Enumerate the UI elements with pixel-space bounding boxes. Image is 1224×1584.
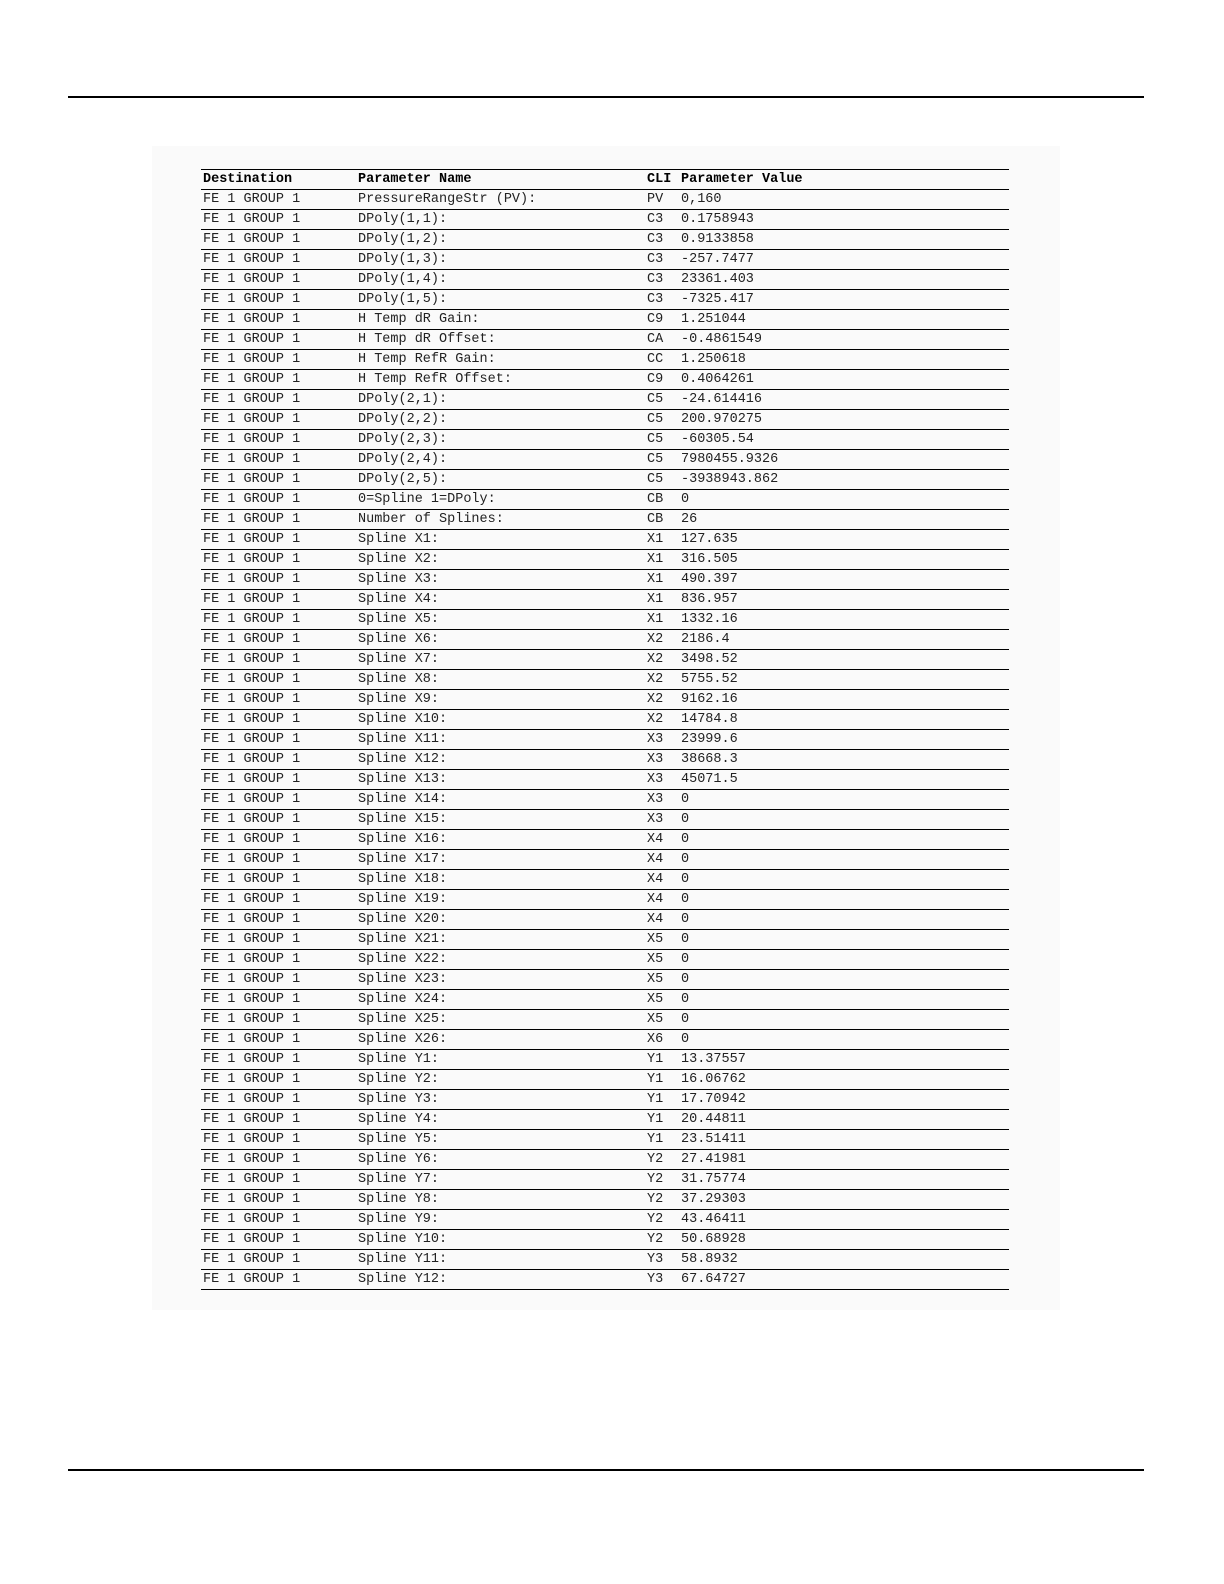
cell-cli: X4 [647,892,664,907]
cell-destination: FE 1 GROUP 1 [203,192,301,207]
table-row [201,430,1009,450]
cell-parameter-name: DPoly(2,1): [358,392,448,407]
table-row [201,1210,1009,1230]
cell-destination: FE 1 GROUP 1 [203,372,301,387]
cell-destination: FE 1 GROUP 1 [203,812,301,827]
cell-parameter-value: 0.9133858 [681,232,754,247]
table-row [201,1190,1009,1210]
cell-parameter-value: 37.29303 [681,1192,746,1207]
header-rule [68,96,1144,98]
table-row [201,830,1009,850]
cell-parameter-value: 17.70942 [681,1092,746,1107]
cell-destination: FE 1 GROUP 1 [203,752,301,767]
table-row [201,570,1009,590]
table-row [201,790,1009,810]
cell-destination: FE 1 GROUP 1 [203,232,301,247]
cell-parameter-value: 3498.52 [681,652,738,667]
cell-destination: FE 1 GROUP 1 [203,452,301,467]
cell-destination: FE 1 GROUP 1 [203,992,301,1007]
cell-parameter-name: H Temp dR Gain: [358,312,480,327]
cell-cli: X4 [647,832,664,847]
table-row [201,1270,1009,1290]
table-row [201,350,1009,370]
table-row [201,230,1009,250]
table-row [201,990,1009,1010]
cell-destination: FE 1 GROUP 1 [203,652,301,667]
cell-parameter-value: -7325.417 [681,292,754,307]
cell-destination: FE 1 GROUP 1 [203,952,301,967]
cell-cli: X1 [647,572,664,587]
cell-cli: CC [647,352,664,367]
cell-destination: FE 1 GROUP 1 [203,612,301,627]
cell-cli: Y1 [647,1052,664,1067]
cell-parameter-name: Spline X23: [358,972,448,987]
table-row [201,190,1009,210]
table-body [201,190,1009,1290]
table-row [201,610,1009,630]
cell-parameter-value: 7980455.9326 [681,452,779,467]
cell-cli: C3 [647,272,664,287]
cell-parameter-value: 23999.6 [681,732,738,747]
cell-parameter-name: Spline X10: [358,712,448,727]
cell-destination: FE 1 GROUP 1 [203,432,301,447]
cell-destination: FE 1 GROUP 1 [203,1132,301,1147]
table-row [201,730,1009,750]
cell-cli: X4 [647,912,664,927]
cell-parameter-name: Number of Splines: [358,512,504,527]
cell-parameter-name: 0=Spline 1=DPoly: [358,492,496,507]
cell-parameter-value: 45071.5 [681,772,738,787]
cell-cli: C3 [647,252,664,267]
table-row [201,490,1009,510]
table-row [201,1070,1009,1090]
table-row [201,450,1009,470]
cell-parameter-name: Spline X14: [358,792,448,807]
column-header-parameter-value: Parameter Value [681,172,803,187]
cell-parameter-value: 0 [681,992,690,1007]
cell-cli: X5 [647,932,664,947]
cell-cli: X1 [647,532,664,547]
table-row [201,470,1009,490]
cell-destination: FE 1 GROUP 1 [203,912,301,927]
cell-parameter-name: Spline Y11: [358,1252,448,1267]
cell-parameter-value: 58.8932 [681,1252,738,1267]
table-row [201,290,1009,310]
table-row [201,1010,1009,1030]
table-row [201,750,1009,770]
cell-parameter-value: 1.250618 [681,352,746,367]
cell-parameter-value: 1332.16 [681,612,738,627]
cell-cli: Y2 [647,1212,664,1227]
cell-parameter-value: -24.614416 [681,392,763,407]
table-row [201,510,1009,530]
cell-parameter-value: -0.4861549 [681,332,763,347]
cell-parameter-value: 0 [681,912,690,927]
cell-cli: C3 [647,232,664,247]
cell-destination: FE 1 GROUP 1 [203,1152,301,1167]
cell-parameter-name: Spline X11: [358,732,448,747]
cell-parameter-name: Spline X4: [358,592,440,607]
table-row [201,1110,1009,1130]
cell-parameter-value: 31.75774 [681,1172,746,1187]
cell-parameter-value: 0.4064261 [681,372,754,387]
cell-parameter-name: Spline Y9: [358,1212,440,1227]
cell-cli: Y2 [647,1232,664,1247]
cell-parameter-name: DPoly(1,5): [358,292,448,307]
cell-parameter-value: 5755.52 [681,672,738,687]
cell-parameter-value: 316.505 [681,552,738,567]
cell-destination: FE 1 GROUP 1 [203,472,301,487]
cell-destination: FE 1 GROUP 1 [203,672,301,687]
cell-destination: FE 1 GROUP 1 [203,1032,301,1047]
cell-parameter-value: 0 [681,492,690,507]
table-row [201,630,1009,650]
cell-destination: FE 1 GROUP 1 [203,1272,301,1287]
cell-cli: C9 [647,372,664,387]
cell-cli: C5 [647,452,664,467]
table-row [201,1090,1009,1110]
cell-parameter-name: Spline Y4: [358,1112,440,1127]
cell-destination: FE 1 GROUP 1 [203,772,301,787]
cell-parameter-name: DPoly(1,2): [358,232,448,247]
table-row [201,850,1009,870]
cell-parameter-name: Spline Y5: [358,1132,440,1147]
table-row [201,1050,1009,1070]
table-row [201,1130,1009,1150]
column-header-cli: CLI [647,172,672,187]
cell-parameter-value: -257.7477 [681,252,754,267]
cell-cli: X3 [647,792,664,807]
cell-parameter-value: 836.957 [681,592,738,607]
cell-parameter-value: 0 [681,872,690,887]
cell-parameter-name: Spline X26: [358,1032,448,1047]
cell-destination: FE 1 GROUP 1 [203,1212,301,1227]
cell-cli: C5 [647,472,664,487]
cell-cli: CB [647,492,664,507]
cell-parameter-value: 0 [681,932,690,947]
cell-cli: CB [647,512,664,527]
table-row [201,530,1009,550]
cell-cli: X2 [647,632,664,647]
cell-parameter-name: Spline Y10: [358,1232,448,1247]
cell-destination: FE 1 GROUP 1 [203,1052,301,1067]
cell-cli: X5 [647,972,664,987]
table-row [201,910,1009,930]
table-row [201,1030,1009,1050]
cell-parameter-value: 67.64727 [681,1272,746,1287]
cell-parameter-name: Spline X8: [358,672,440,687]
cell-parameter-name: Spline X12: [358,752,448,767]
cell-cli: C3 [647,212,664,227]
cell-cli: Y2 [647,1172,664,1187]
cell-parameter-name: PressureRangeStr (PV): [358,192,537,207]
cell-destination: FE 1 GROUP 1 [203,512,301,527]
column-header-destination: Destination [203,172,293,187]
cell-parameter-value: 38668.3 [681,752,738,767]
cell-cli: Y3 [647,1272,664,1287]
cell-parameter-value: 0 [681,1032,690,1047]
cell-parameter-value: 0 [681,812,690,827]
cell-parameter-name: Spline X20: [358,912,448,927]
cell-parameter-value: 0 [681,892,690,907]
cell-parameter-name: Spline X1: [358,532,440,547]
parameter-table [201,169,1009,1290]
cell-parameter-name: DPoly(1,3): [358,252,448,267]
table-row [201,690,1009,710]
cell-parameter-value: 0 [681,952,690,967]
cell-destination: FE 1 GROUP 1 [203,592,301,607]
cell-destination: FE 1 GROUP 1 [203,1232,301,1247]
cell-parameter-name: Spline X2: [358,552,440,567]
cell-parameter-name: Spline Y8: [358,1192,440,1207]
cell-cli: CA [647,332,664,347]
cell-cli: Y1 [647,1072,664,1087]
cell-parameter-name: Spline X16: [358,832,448,847]
cell-parameter-name: Spline X15: [358,812,448,827]
cell-parameter-name: H Temp dR Offset: [358,332,496,347]
cell-parameter-value: -60305.54 [681,432,754,447]
cell-parameter-name: Spline X7: [358,652,440,667]
cell-parameter-value: 490.397 [681,572,738,587]
cell-cli: X2 [647,652,664,667]
cell-parameter-value: 9162.16 [681,692,738,707]
table-row [201,770,1009,790]
cell-destination: FE 1 GROUP 1 [203,1092,301,1107]
cell-destination: FE 1 GROUP 1 [203,252,301,267]
cell-cli: X1 [647,552,664,567]
table-row [201,1230,1009,1250]
table-row [201,270,1009,290]
cell-destination: FE 1 GROUP 1 [203,792,301,807]
cell-parameter-name: Spline X19: [358,892,448,907]
cell-destination: FE 1 GROUP 1 [203,632,301,647]
cell-parameter-value: 50.68928 [681,1232,746,1247]
cell-parameter-name: Spline Y7: [358,1172,440,1187]
cell-parameter-name: Spline X25: [358,1012,448,1027]
cell-destination: FE 1 GROUP 1 [203,272,301,287]
cell-cli: Y3 [647,1252,664,1267]
cell-cli: Y2 [647,1192,664,1207]
cell-destination: FE 1 GROUP 1 [203,972,301,987]
cell-destination: FE 1 GROUP 1 [203,692,301,707]
cell-cli: X2 [647,672,664,687]
cell-cli: X6 [647,1032,664,1047]
cell-parameter-name: DPoly(1,1): [358,212,448,227]
cell-parameter-value: 23361.403 [681,272,754,287]
table-row [201,410,1009,430]
cell-cli: C5 [647,392,664,407]
cell-cli: Y1 [647,1132,664,1147]
cell-parameter-value: 0.1758943 [681,212,754,227]
cell-parameter-value: -3938943.862 [681,472,779,487]
cell-cli: X2 [647,712,664,727]
cell-parameter-name: Spline X13: [358,772,448,787]
footer-rule [68,1469,1144,1471]
cell-parameter-value: 200.970275 [681,412,763,427]
cell-parameter-name: Spline X22: [358,952,448,967]
cell-parameter-value: 20.44811 [681,1112,746,1127]
cell-parameter-name: Spline X24: [358,992,448,1007]
cell-parameter-name: Spline X21: [358,932,448,947]
cell-parameter-name: Spline X9: [358,692,440,707]
cell-parameter-value: 27.41981 [681,1152,746,1167]
cell-destination: FE 1 GROUP 1 [203,312,301,327]
cell-destination: FE 1 GROUP 1 [203,1072,301,1087]
cell-cli: C5 [647,432,664,447]
cell-parameter-value: 16.06762 [681,1072,746,1087]
cell-parameter-name: Spline X5: [358,612,440,627]
cell-parameter-value: 26 [681,512,698,527]
cell-parameter-value: 23.51411 [681,1132,746,1147]
cell-parameter-name: Spline X6: [358,632,440,647]
cell-destination: FE 1 GROUP 1 [203,532,301,547]
cell-cli: Y1 [647,1092,664,1107]
cell-parameter-name: H Temp RefR Gain: [358,352,496,367]
cell-cli: X3 [647,732,664,747]
cell-destination: FE 1 GROUP 1 [203,872,301,887]
table-row [201,950,1009,970]
cell-parameter-value: 0 [681,852,690,867]
cell-parameter-value: 0,160 [681,192,722,207]
table-row [201,1150,1009,1170]
cell-cli: Y2 [647,1152,664,1167]
column-header-parameter-name: Parameter Name [358,172,472,187]
table-row [201,930,1009,950]
cell-parameter-name: DPoly(2,4): [358,452,448,467]
table-row [201,550,1009,570]
cell-destination: FE 1 GROUP 1 [203,852,301,867]
cell-cli: C9 [647,312,664,327]
table-row [201,670,1009,690]
cell-cli: PV [647,192,664,207]
cell-parameter-value: 0 [681,972,690,987]
cell-cli: X5 [647,992,664,1007]
cell-parameter-value: 2186.4 [681,632,730,647]
table-row [201,650,1009,670]
cell-destination: FE 1 GROUP 1 [203,932,301,947]
cell-parameter-name: Spline Y6: [358,1152,440,1167]
cell-parameter-value: 0 [681,832,690,847]
cell-parameter-name: Spline X18: [358,872,448,887]
cell-destination: FE 1 GROUP 1 [203,412,301,427]
cell-destination: FE 1 GROUP 1 [203,1172,301,1187]
table-row [201,870,1009,890]
cell-parameter-name: DPoly(2,3): [358,432,448,447]
table-row [201,590,1009,610]
table-row [201,390,1009,410]
cell-cli: X5 [647,952,664,967]
cell-parameter-value: 14784.8 [681,712,738,727]
cell-parameter-name: Spline X17: [358,852,448,867]
cell-cli: X2 [647,692,664,707]
cell-destination: FE 1 GROUP 1 [203,832,301,847]
cell-cli: X4 [647,872,664,887]
cell-cli: X1 [647,592,664,607]
cell-parameter-name: Spline X3: [358,572,440,587]
cell-destination: FE 1 GROUP 1 [203,332,301,347]
cell-cli: C5 [647,412,664,427]
cell-destination: FE 1 GROUP 1 [203,1112,301,1127]
cell-cli: X3 [647,812,664,827]
cell-parameter-value: 0 [681,1012,690,1027]
cell-destination: FE 1 GROUP 1 [203,712,301,727]
cell-destination: FE 1 GROUP 1 [203,892,301,907]
cell-cli: X4 [647,852,664,867]
table-row [201,970,1009,990]
cell-cli: C3 [647,292,664,307]
cell-destination: FE 1 GROUP 1 [203,1012,301,1027]
cell-destination: FE 1 GROUP 1 [203,292,301,307]
cell-parameter-name: Spline Y2: [358,1072,440,1087]
cell-destination: FE 1 GROUP 1 [203,1192,301,1207]
cell-parameter-name: Spline Y1: [358,1052,440,1067]
cell-parameter-name: DPoly(2,5): [358,472,448,487]
table-row [201,810,1009,830]
table-row [201,1170,1009,1190]
cell-parameter-value: 1.251044 [681,312,746,327]
table-row [201,890,1009,910]
table-row [201,710,1009,730]
cell-parameter-value: 43.46411 [681,1212,746,1227]
cell-cli: X3 [647,752,664,767]
table-row [201,250,1009,270]
cell-destination: FE 1 GROUP 1 [203,212,301,227]
cell-parameter-name: DPoly(2,2): [358,412,448,427]
table-row [201,1250,1009,1270]
cell-destination: FE 1 GROUP 1 [203,352,301,367]
cell-parameter-name: DPoly(1,4): [358,272,448,287]
table-row [201,330,1009,350]
cell-cli: X3 [647,772,664,787]
cell-parameter-name: Spline Y12: [358,1272,448,1287]
cell-cli: X1 [647,612,664,627]
cell-parameter-value: 13.37557 [681,1052,746,1067]
cell-parameter-name: H Temp RefR Offset: [358,372,512,387]
cell-destination: FE 1 GROUP 1 [203,572,301,587]
cell-destination: FE 1 GROUP 1 [203,552,301,567]
cell-destination: FE 1 GROUP 1 [203,392,301,407]
cell-parameter-value: 127.635 [681,532,738,547]
cell-destination: FE 1 GROUP 1 [203,732,301,747]
cell-cli: Y1 [647,1112,664,1127]
cell-destination: FE 1 GROUP 1 [203,492,301,507]
cell-parameter-name: Spline Y3: [358,1092,440,1107]
cell-cli: X5 [647,1012,664,1027]
cell-parameter-value: 0 [681,792,690,807]
table-row [201,310,1009,330]
table-row [201,370,1009,390]
cell-destination: FE 1 GROUP 1 [203,1252,301,1267]
table-row [201,210,1009,230]
table-header-row [201,170,1009,190]
